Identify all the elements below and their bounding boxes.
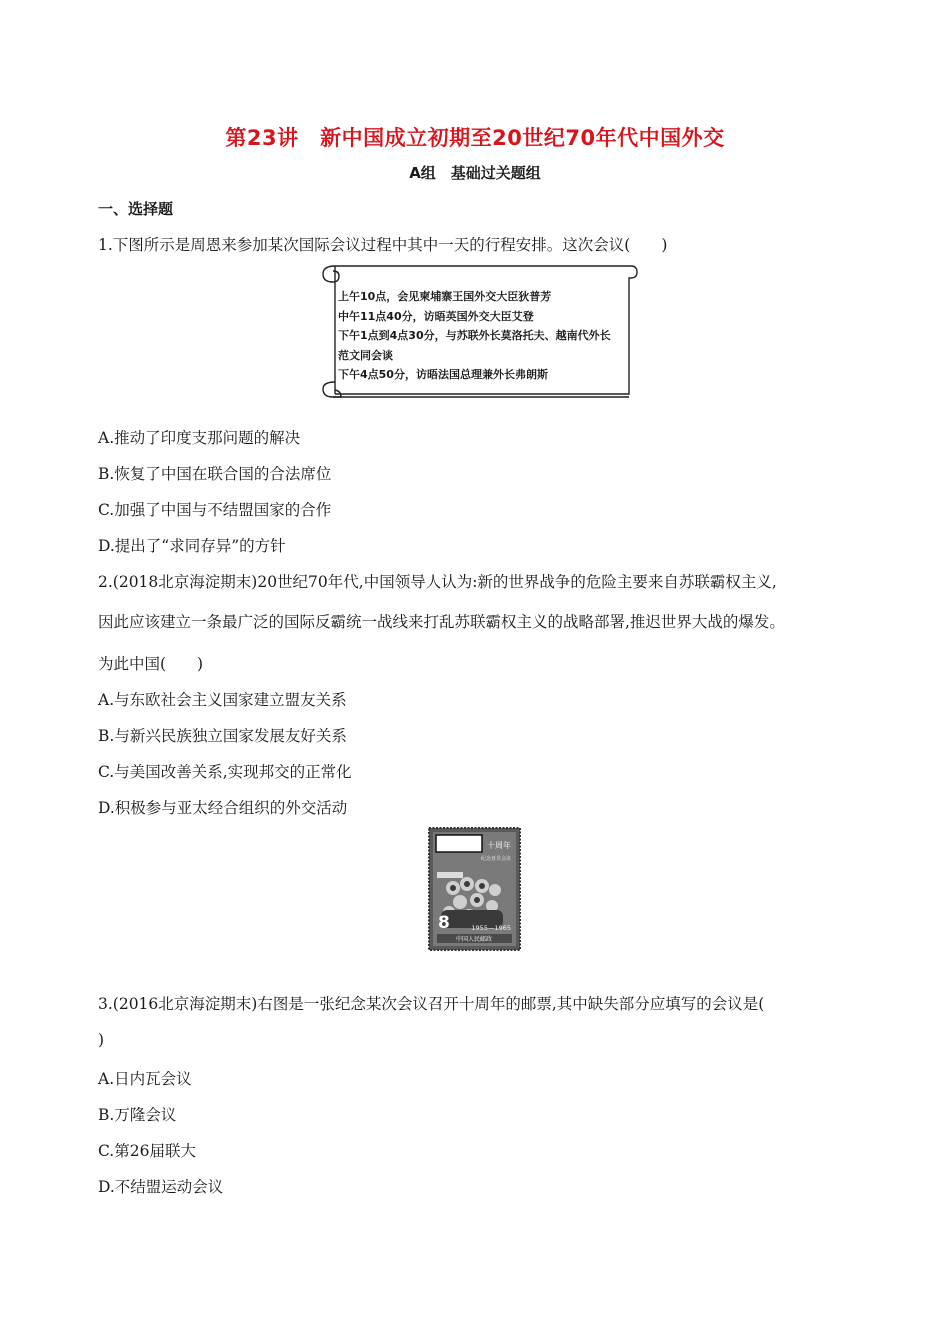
q2-option-b: B.与新兴民族独立国家发展友好关系 — [98, 727, 347, 745]
q1-option-c: C.加强了中国与不结盟国家的合作 — [98, 501, 332, 519]
q2-stem-line2: 因此应该建立一条最广泛的国际反霸统一战线来打乱苏联霸权主义的战略部署,推迟世界大战的爆发。 — [98, 613, 785, 631]
schedule-line: 范文同会谈 — [338, 348, 393, 362]
q3-stem-line1: 3.(2016北京海淀期末)右图是一张纪念某次会议召开十周年的邮票,其中缺失部分应填写的会议是( — [98, 995, 765, 1013]
q2-option-c: C.与美国改善关系,实现邦交的正常化 — [98, 763, 352, 781]
q2-stem-line1: 2.(2018北京海淀期末)20世纪70年代,中国领导人认为:新的世界战争的危险主要来自苏联霸权主义, — [98, 573, 777, 591]
q2-option-a: A.与东欧社会主义国家建立盟友关系 — [98, 691, 347, 709]
schedule-line: 下午4点50分，访晤法国总理兼外长弗朗斯 — [338, 368, 548, 381]
stamp-bottom-text: 中国人民邮政 — [455, 936, 493, 943]
q2-option-d: D.积极参与亚太经合组织的外交活动 — [98, 799, 348, 817]
stamp-sub-text: 纪念亚非会议 — [480, 856, 511, 862]
page-title: 第23讲 新中国成立初期至20世纪70年代中国外交 — [225, 126, 725, 150]
schedule-text — [338, 287, 628, 385]
q3-stem-line2: ) — [98, 1031, 105, 1049]
q1-option-a: A.推动了印度支那问题的解决 — [98, 429, 301, 447]
schedule-line: 下午1点到4点30分，与苏联外长莫洛托夫、越南代外长 — [338, 329, 611, 342]
q1-option-b: B.恢复了中国在联合国的合法席位 — [98, 465, 332, 483]
schedule-line: 上午10点，会见柬埔寨王国外交大臣狄普芳 — [338, 290, 552, 303]
q2-stem-line3: 为此中国( ) — [98, 655, 204, 673]
q3-option-d: D.不结盟运动会议 — [98, 1178, 224, 1196]
q3-option-b: B.万隆会议 — [98, 1106, 177, 1124]
q1-option-d: D.提出了“求同存异”的方针 — [98, 537, 286, 555]
stamp-top-text: 十周年 — [487, 841, 511, 850]
group-subtitle: A组 基础过关题组 — [409, 164, 541, 182]
stamp-denomination: 8 — [438, 913, 450, 933]
stamp-years: 1955—1965 — [471, 924, 511, 932]
q3-option-c: C.第26届联大 — [98, 1142, 196, 1160]
section-heading: 一、选择题 — [98, 200, 174, 218]
q1-stem: 1.下图所示是周恩来参加某次国际会议过程中其中一天的行程安排。这次会议( ) — [98, 236, 668, 254]
schedule-line: 中午11点40分，访晤英国外交大臣艾登 — [338, 309, 534, 323]
stamp-image — [427, 826, 522, 952]
q3-option-a: A.日内瓦会议 — [98, 1070, 192, 1088]
